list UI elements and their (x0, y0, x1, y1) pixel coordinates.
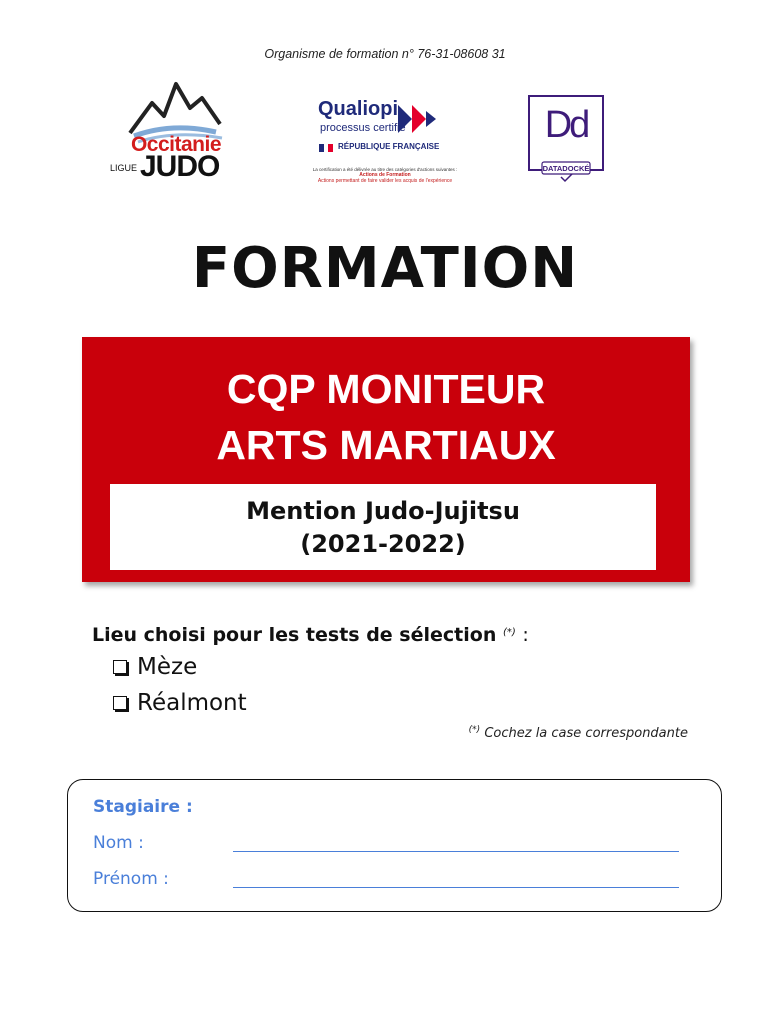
occitanie-wordmark: Occitanie (130, 133, 222, 156)
checkbox-realmont[interactable] (113, 696, 127, 710)
note-text: Cochez la case correspondante (484, 726, 688, 741)
banner-line-2: ARTS MARTIAUX (216, 422, 556, 468)
ligue-label: LIGUE (110, 163, 138, 173)
banner-line-1: CQP MONITEUR (226, 366, 546, 412)
republique-label: RÉPUBLIQUE FRANÇAISE (338, 142, 440, 151)
qualiopi-wordmark: Qualiopi (318, 98, 398, 120)
qualiopi-subtitle: processus certifié (320, 122, 406, 134)
judo-wordmark: JUDO (140, 150, 220, 183)
selection-label (92, 624, 529, 646)
nom-field[interactable] (233, 851, 679, 852)
organisme-line: Organisme de formation n° 76-31-08608 31 (264, 47, 506, 61)
selection-label-text: Lieu choisi pour les tests de sélection (92, 624, 497, 646)
prenom-label: Prénom : (93, 869, 169, 889)
years-text: (2021-2022) (300, 530, 466, 558)
datadock-letters: Dd (544, 104, 588, 146)
page-title: FORMATION (191, 236, 579, 301)
qualiopi-actions-formation: Actions de Formation (359, 172, 411, 178)
selection-marker: (*) (502, 627, 516, 638)
selection-colon: : (522, 624, 529, 646)
option-realmont-label: Réalmont (137, 690, 247, 716)
option-meze[interactable] (113, 654, 197, 680)
datadock-badge-text: DATADOCKÉ (542, 164, 590, 173)
mention-text: Mention Judo-Jujitsu (246, 497, 520, 525)
qualiopi-cert-text: La certification a été délivrée au titre des catégories d'actions suivantes : (312, 167, 458, 172)
option-realmont[interactable] (113, 690, 247, 716)
stagiaire-title: Stagiaire : (93, 797, 193, 817)
prenom-field[interactable] (233, 887, 679, 888)
qualiopi-actions-vae: Actions permettant de faire valider les acquis de l'expérience (317, 178, 453, 184)
checkbox-meze[interactable] (113, 660, 127, 674)
note-marker: (*) (468, 725, 481, 735)
nom-label: Nom : (93, 833, 144, 853)
datadock-badge-icon (541, 161, 591, 183)
french-flag-icon (319, 144, 333, 152)
option-meze-label: Mèze (137, 654, 198, 680)
selection-note (469, 725, 688, 741)
